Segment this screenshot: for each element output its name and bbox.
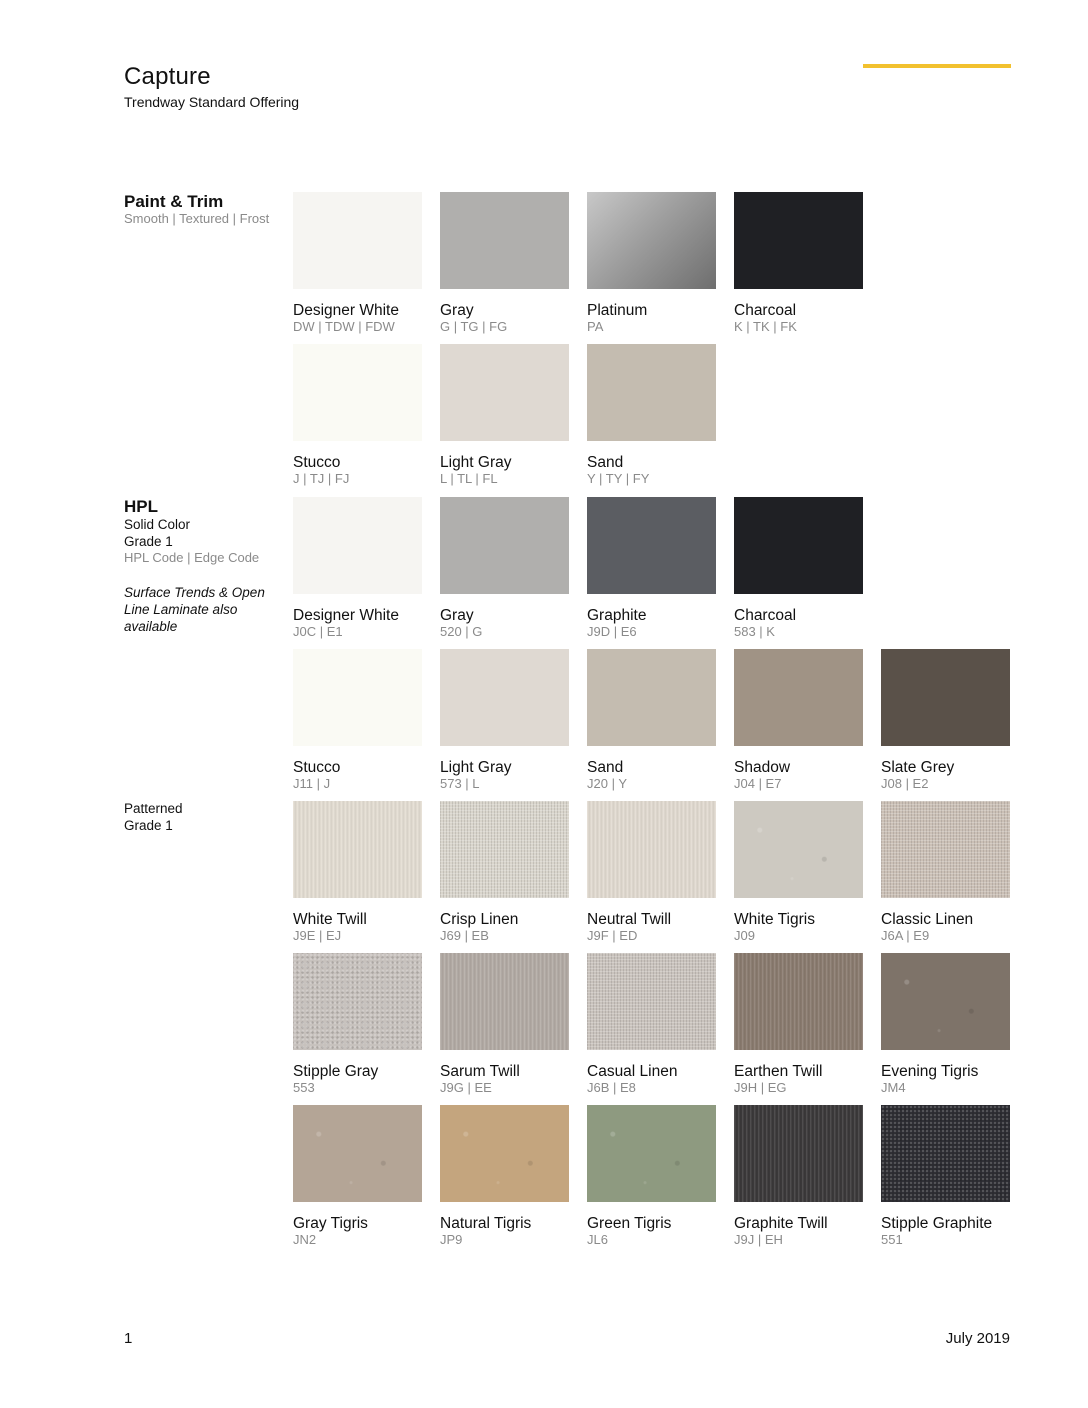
swatch-code: J6B | E8 (587, 1080, 636, 1095)
swatch-row (293, 1105, 1013, 1257)
swatch-code: PA (587, 319, 604, 334)
page-date: July 2019 (945, 1330, 1010, 1347)
swatch-card (587, 192, 717, 335)
swatch-tile (440, 497, 569, 594)
swatch-row (293, 497, 1013, 649)
swatch-row (293, 192, 1013, 344)
swatch-name: Evening Tigris (881, 1063, 979, 1080)
swatch-name: Stucco (293, 454, 341, 471)
swatch-tile (734, 497, 863, 594)
swatch-name: Shadow (734, 759, 791, 776)
swatch-card (881, 801, 1011, 944)
swatch-row (293, 649, 1013, 801)
swatch-code: 551 (881, 1232, 903, 1247)
section-line: Patterned (124, 801, 183, 816)
swatch-code: J9G | EE (440, 1080, 492, 1095)
swatch-name: Neutral Twill (587, 911, 672, 928)
swatch-tile (293, 497, 422, 594)
swatch-code: JN2 (293, 1232, 317, 1247)
swatch-card (293, 344, 423, 487)
swatch-name: Crisp Linen (440, 911, 519, 928)
section-line: Grade 1 (124, 818, 173, 833)
swatch-tile (881, 649, 1010, 746)
section-title: Paint & Trim (124, 192, 224, 211)
swatch-code: 583 | K (734, 624, 775, 639)
swatch-tile (881, 953, 1010, 1050)
swatch-code: J0C | E1 (293, 624, 343, 639)
swatch-name: Stipple Graphite (881, 1215, 993, 1232)
swatch-card (440, 1105, 570, 1248)
swatch-tile (587, 1105, 716, 1202)
swatch-code: 573 | L (440, 776, 480, 791)
section-subtitle: Smooth | Textured | Frost (124, 211, 270, 226)
swatch-name: Slate Grey (881, 759, 955, 776)
swatch-tile (587, 497, 716, 594)
swatch-row (293, 953, 1013, 1105)
section-note: Surface Trends & Open Line Laminate also available (124, 585, 265, 634)
swatch-code: J9H | EG (734, 1080, 787, 1095)
swatch-tile (293, 344, 422, 441)
swatch-card (587, 1105, 717, 1248)
swatch-name: Designer White (293, 302, 399, 319)
swatch-tile (587, 649, 716, 746)
swatch-name: Casual Linen (587, 1063, 678, 1080)
swatch-card (734, 1105, 864, 1248)
swatch-card (734, 497, 864, 640)
swatch-name: Sand (587, 759, 624, 776)
swatch-name: Graphite Twill (734, 1215, 828, 1232)
swatch-code: L | TL | FL (440, 471, 498, 486)
swatch-tile (293, 1105, 422, 1202)
swatch-tile (734, 1105, 863, 1202)
swatch-code: J11 | J (293, 776, 331, 791)
swatch-card (440, 497, 570, 640)
section-label-hpl (124, 497, 284, 635)
page-number: 1 (124, 1330, 133, 1347)
swatch-code: J09 (734, 928, 755, 943)
swatch-grid-paint (293, 192, 1013, 496)
swatch-card (587, 801, 717, 944)
section-line: Solid Color (124, 517, 191, 532)
swatch-code: G | TG | FG (440, 319, 508, 334)
swatch-card (587, 953, 717, 1096)
swatch-card (587, 497, 717, 640)
swatch-name: Green Tigris (587, 1215, 672, 1232)
swatch-code: J9F | ED (587, 928, 638, 943)
swatch-tile (587, 953, 716, 1050)
swatch-code: J20 | Y (587, 776, 627, 791)
swatch-tile (440, 953, 569, 1050)
swatch-name: Gray (440, 607, 474, 624)
swatch-tile (881, 801, 1010, 898)
swatch-card (293, 497, 423, 640)
swatch-name: Designer White (293, 607, 399, 624)
swatch-code: J9D | E6 (587, 624, 637, 639)
swatch-name: Charcoal (734, 302, 797, 319)
swatch-code: J08 | E2 (881, 776, 929, 791)
swatch-card (440, 649, 570, 792)
swatch-card (293, 801, 423, 944)
swatch-name: Graphite (587, 607, 647, 624)
swatch-tile (440, 192, 569, 289)
swatch-tile (293, 801, 422, 898)
swatch-code: JL6 (587, 1232, 608, 1247)
swatch-card (734, 953, 864, 1096)
swatch-row (293, 801, 1013, 953)
swatch-row (293, 344, 1013, 496)
swatch-name: Stipple Gray (293, 1063, 379, 1080)
swatch-code: J9J | EH (734, 1232, 783, 1247)
swatch-card (440, 953, 570, 1096)
swatch-tile (587, 192, 716, 289)
swatch-name: Stucco (293, 759, 341, 776)
page-subtitle: Trendway Standard Offering (124, 94, 300, 110)
swatch-code: K | TK | FK (734, 319, 797, 334)
section-label-paint (124, 192, 284, 227)
swatch-code: JP9 (440, 1232, 463, 1247)
section-code-legend: HPL Code | Edge Code (124, 550, 260, 565)
swatch-code: 520 | G (440, 624, 483, 639)
swatch-tile (734, 953, 863, 1050)
swatch-card (293, 192, 423, 335)
swatch-tile (293, 649, 422, 746)
swatch-name: Light Gray (440, 759, 512, 776)
swatch-name: Classic Linen (881, 911, 974, 928)
swatch-tile (734, 649, 863, 746)
swatch-card (881, 1105, 1011, 1248)
swatch-card (440, 344, 570, 487)
swatch-card (734, 649, 864, 792)
section-label-patterned (124, 800, 284, 834)
swatch-card (293, 649, 423, 792)
swatch-name: Gray Tigris (293, 1215, 368, 1232)
swatch-card (734, 192, 864, 335)
section-line: Grade 1 (124, 534, 173, 549)
swatch-tile (293, 192, 422, 289)
swatch-tile (440, 344, 569, 441)
swatch-code: 553 (293, 1080, 315, 1095)
swatch-card (440, 192, 570, 335)
swatch-grid-patterned (293, 801, 1013, 1257)
swatch-card (293, 953, 423, 1096)
swatch-name: White Twill (293, 911, 367, 928)
swatch-card (734, 801, 864, 944)
swatch-grid-hpl (293, 497, 1013, 801)
swatch-code: JM4 (881, 1080, 906, 1095)
swatch-tile (440, 801, 569, 898)
swatch-card (587, 649, 717, 792)
swatch-tile (587, 344, 716, 441)
swatch-card (881, 953, 1011, 1096)
swatch-tile (734, 801, 863, 898)
swatch-code: J9E | EJ (293, 928, 342, 943)
swatch-name: Charcoal (734, 607, 797, 624)
swatch-name: Gray (440, 302, 474, 319)
swatch-tile (293, 953, 422, 1050)
swatch-card (587, 344, 717, 487)
swatch-code: J6A | E9 (881, 928, 930, 943)
swatch-name: Light Gray (440, 454, 512, 471)
swatch-card (293, 1105, 423, 1248)
swatch-name: Earthen Twill (734, 1063, 823, 1080)
page-title: Capture (124, 63, 211, 90)
accent-bar (863, 64, 1011, 68)
swatch-name: White Tigris (734, 911, 815, 928)
swatch-code: J69 | EB (440, 928, 489, 943)
swatch-card (881, 649, 1011, 792)
swatch-name: Sarum Twill (440, 1063, 520, 1080)
swatch-tile (734, 192, 863, 289)
swatch-code: J | TJ | FJ (293, 471, 350, 486)
swatch-code: Y | TY | FY (587, 471, 650, 486)
section-title: HPL (124, 497, 158, 516)
swatch-name: Natural Tigris (440, 1215, 532, 1232)
swatch-tile (440, 1105, 569, 1202)
swatch-card (440, 801, 570, 944)
swatch-code: DW | TDW | FDW (293, 319, 395, 334)
swatch-tile (881, 1105, 1010, 1202)
swatch-name: Platinum (587, 302, 648, 319)
swatch-tile (440, 649, 569, 746)
swatch-name: Sand (587, 454, 624, 471)
swatch-code: J04 | E7 (734, 776, 782, 791)
swatch-tile (587, 801, 716, 898)
